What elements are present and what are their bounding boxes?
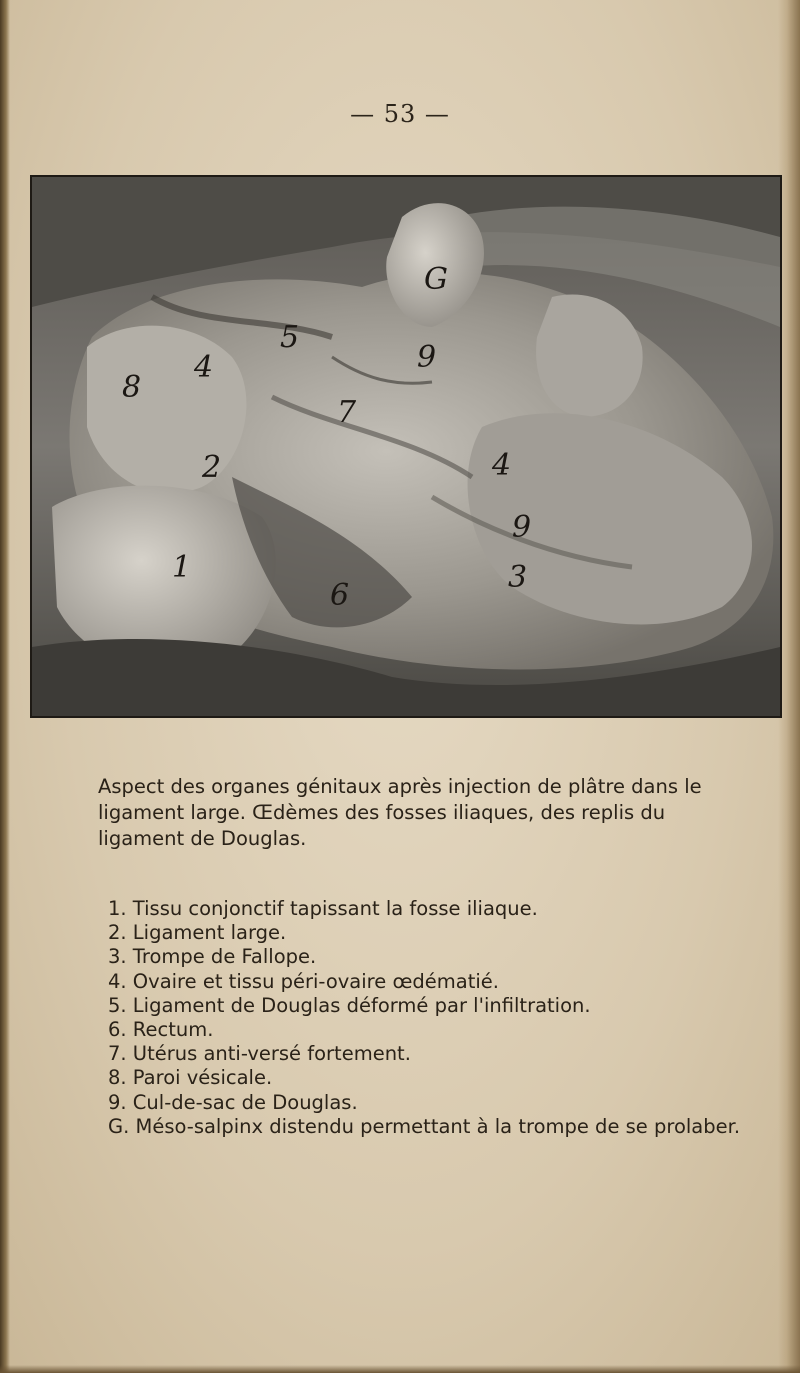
legend-item: 5. Ligament de Douglas déformé par l'infiltration. [108,993,591,1017]
legend-item: 3. Trompe de Fallope. [108,945,317,969]
legend-item: G. Méso-salpinx distendu permettant à la trompe de se prolaber. [108,1114,741,1138]
figure-label-1: 1 [172,550,192,585]
figure-label-2: 2 [202,450,222,485]
figure-label-4a: 4 [194,350,214,385]
figure-label-5a: 5 [280,320,300,355]
legend-item: 8. Paroi vésicale. [108,1066,273,1090]
page-bottom-edge [0,1365,800,1373]
legend-item: 2. Ligament large. [108,921,287,945]
legend-item: 7. Utérus anti-versé fortement. [108,1042,411,1066]
anatomical-photograph [30,175,782,718]
page-left-edge [0,0,10,1373]
figure-label-3: 3 [508,560,528,595]
photograph-drawing [32,177,780,716]
figure-label-G: G [424,262,448,297]
figure-label-6: 6 [330,578,350,613]
figure-label-5b: 9 [512,510,532,545]
legend-item: 9. Cul-de-sac de Douglas. [108,1090,358,1114]
legend-item: 1. Tissu conjonctif tapissant la fosse iliaque. [108,897,538,920]
figure-label-8: 8 [122,370,142,405]
figure-label-4b: 4 [492,448,512,483]
page-number: — 53 — [350,100,450,128]
figure-label-9: 9 [417,340,437,375]
figure-legend [108,897,768,1139]
legend-item: 4. Ovaire et tissu péri-ovaire œdématié. [108,969,499,993]
figure-caption: Aspect des organes génitaux après injection de plâtre dans le ligament large. Œdèmes des fosses iliaques, des replis du ligament de Douglas. [98,775,702,850]
figure-label-7: 7 [337,395,357,430]
legend-item: 6. Rectum. [108,1018,214,1042]
